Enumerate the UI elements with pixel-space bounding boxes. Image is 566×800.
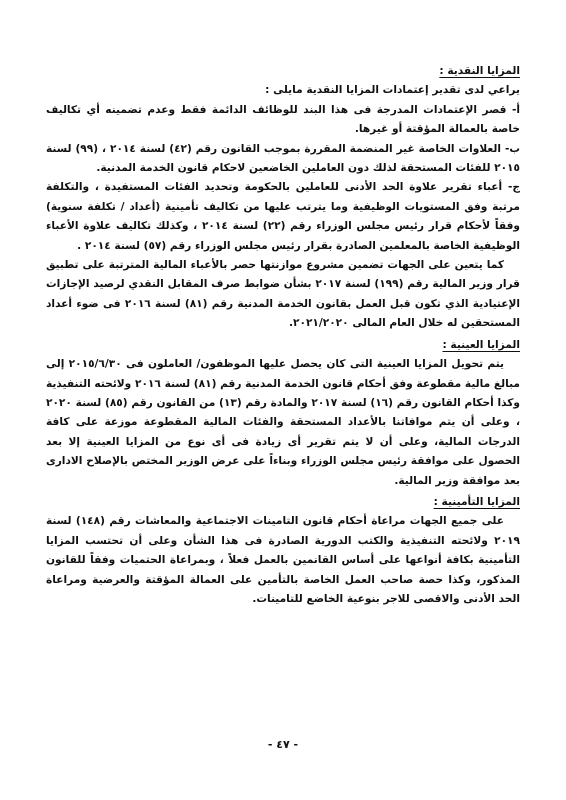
cash-benefits-section xyxy=(46,62,520,81)
item-label: أ- xyxy=(511,103,520,116)
inkind-benefits-section xyxy=(46,336,520,355)
section-heading-insurance-benefits: المزايا التأمينية : xyxy=(433,495,520,508)
item-label: ج- xyxy=(507,181,520,194)
insurance-benefits-section xyxy=(46,493,520,512)
page-number: - ٤٧ - xyxy=(267,738,299,751)
item-text: أعباء تقرير علاوة الحد الأدنى للعاملين بالحكومة وتحديد الفئات المستفيدة ، والتكلفة مرتبة وفق المستويات الوظيفية وما يترتب عليها من تكاليف تأمينية (أعداد / تكلفة سنوية) وفقاً لأحكام قرار رئيس مجلس الوزراء رقم (٢٢) لسنة ٢٠١٤ ، وكذلك تكاليف علاوة الأعباء الوظيفية الخاصة بالمعلمين الصادرة بقرار رئيس مجلس الوزراء رقم (٥٧) لسنة ٢٠١٤ . xyxy=(46,181,520,252)
cash-benefits-closing-paragraph: كما يتعين على الجهات تضمين مشروع موازنتها حصر بالأعباء المالية المترتبة على تطبيق قرار وزير المالية رقم (١٩٩) لسنة ٢٠١٧ بشأن ضوابط صرف المقابل النقدي لرصيد الإجازات الإعتيادية الذي تكون قبل العمل بقانون الخدمة المدنية رقم (٨١) لسنة ٢٠١٦ فى ضوء أعداد المستحقين له خلال العام المالى ٢٠٢١/٢٠٢٠. xyxy=(46,259,520,330)
insurance-benefits-paragraph: على جميع الجهات مراعاة أحكام قانون التامينات الاجتماعية والمعاشات رقم (١٤٨) لسنة ٢٠١٩ ولائحته التنفيذية والكتب الدورية الصادرة فى هذا الشأن وعلى أن تحتسب المزايا التأمينية بكافة أنواعها على أساس القانمين بالعمل فعلاً ، وبمراعاة الحتميات وفقاً للقانون المذكور، وكذا حصة صاحب العمل الخاصة بالتأمين على العمالة المؤقتة والعرضية ومراعاة الحد الأدنى والاقصى للاجر بنوعية الخاضع للتامينات. xyxy=(46,515,520,605)
section-heading-inkind-benefits: المزايا العينية : xyxy=(442,338,520,351)
cash-benefit-item-a xyxy=(46,101,520,140)
item-label: ب- xyxy=(504,142,520,155)
section-heading-cash-benefits: المزايا النقدية : xyxy=(439,65,520,77)
inkind-benefits-paragraph: يتم تحويل المزايا العينية التى كان يحصل عليها الموظفون/ العاملون فى ٢٠١٥/٦/٣٠ إلى مبالغ مالية مقطوعة وفق أحكام قانون الخدمة المدنية رقم (٨١) لسنة ٢٠١٦ ولائحته التنفيذية وكذا أحكام القانون رقم (١٦) لسنة ٢٠١٧ والمادة رقم (١٣) من القانون رقم (٨٥) لسنة ٢٠٢٠ ، وعلى أن يتم موافاتنا بالأعداد المستحقة والفئات المالية المقطوعة موزعة على كافة الدرجات المالية، وعلى أن لا يتم تقرير أى زيادة فى أى نوع من المزايا العينية إلا بعد الحصول على موافقة رئيس مجلس الوزراء وبناءاً على عرض الوزير المختص بالإصلاح الادارى بعد موافقة وزير المالية. xyxy=(46,358,521,487)
cash-benefits-intro: يراعي لدى تقدير إعتمادات المزايا النقدية مايلى : xyxy=(265,84,520,97)
cash-benefit-item-c xyxy=(46,178,520,256)
item-text: قصر الإعتمادات المدرجة فى هذا البند للوظائف الدائمة فقط وعدم تضمينه أي تكاليف خاصة بالعمالة المؤقتة أو غيرها. xyxy=(46,103,520,136)
document-body xyxy=(46,62,520,609)
cash-benefit-item-b xyxy=(46,140,520,179)
item-text: العلاوات الخاصة غير المنضمة المقررة بموجب القانون رقم (٤٢) لسنة ٢٠١٤ ، (٩٩) لسنة ٢٠١٥ للفئات المستحقة لذلك دون العاملين الخاضعين لاحكام قانون الخدمة المدنية. xyxy=(46,142,520,175)
